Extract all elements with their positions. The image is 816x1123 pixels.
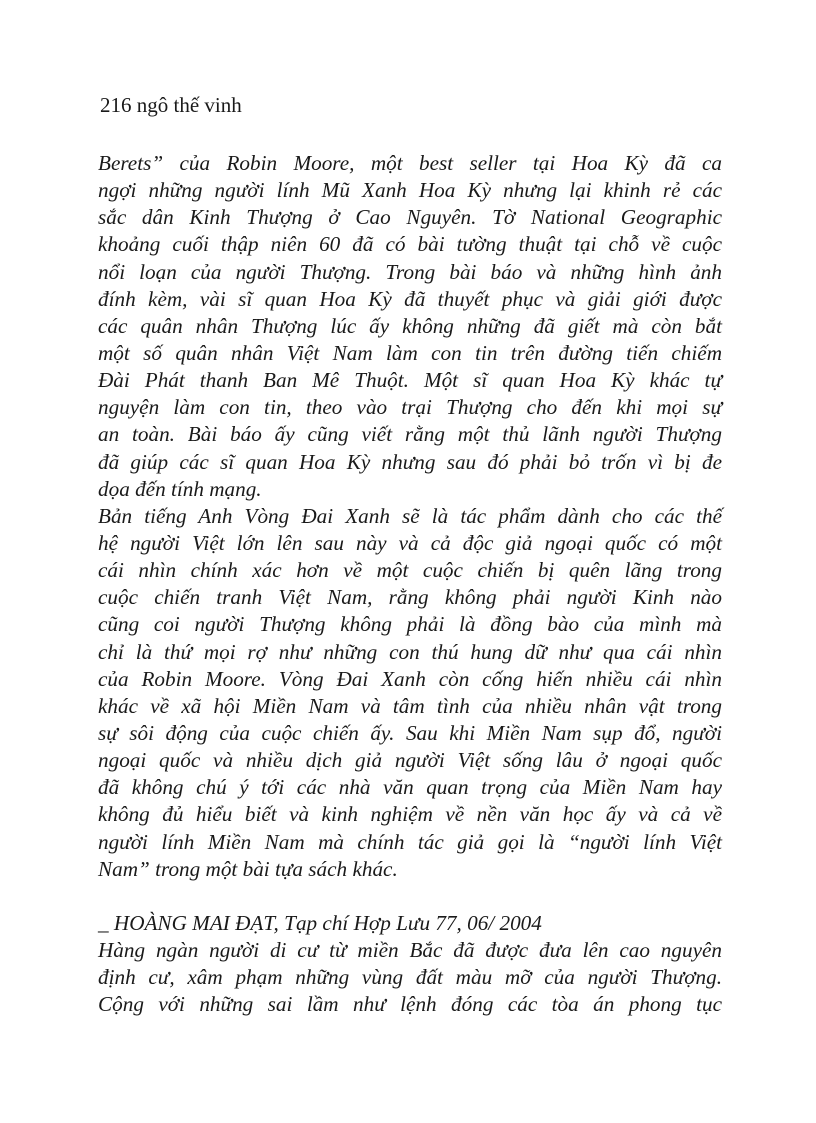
text-line: không đủ hiểu biết và kinh nghiệm về nền văn học ấy và cả về bbox=[98, 802, 722, 827]
text-line: sắc dân Kinh Thượng ở Cao Nguyên. Tờ National Geographic bbox=[98, 205, 722, 230]
text-line: ngoại quốc và nhiều dịch giả người Việt sống lâu ở ngoại quốc bbox=[98, 748, 722, 773]
text-line: Đài Phát thanh Ban Mê Thuột. Một sĩ quan Hoa Kỳ khác tự bbox=[98, 368, 722, 393]
text-line: sự sôi động của cuộc chiến ấy. Sau khi Miền Nam sụp đổ, người bbox=[98, 720, 722, 745]
text-line: của Robin Moore. Vòng Đai Xanh còn cống hiến nhiều cái nhìn bbox=[98, 666, 722, 691]
text-line: một số quân nhân Việt Nam làm con tin trên đường tiến chiếm bbox=[98, 340, 722, 365]
text-line: Bản tiếng Anh Vòng Đai Xanh sẽ là tác phẩm dành cho các thế bbox=[98, 503, 722, 528]
text-line: định cư, xâm phạm những vùng đất màu mỡ của người Thượng. bbox=[98, 965, 722, 990]
text-line: người lính Miền Nam mà chính tác giả gọi là “người lính Việt bbox=[98, 829, 722, 854]
text-line: cũng coi người Thượng không phải là đồng bào của mình mà bbox=[98, 612, 722, 637]
text-line: Cộng với những sai lầm như lệnh đóng các tòa án phong tục bbox=[98, 992, 722, 1017]
attribution-line: _ HOÀNG MAI ĐẠT, Tạp chí Hợp Lưu 77, 06/ 2004 bbox=[98, 910, 542, 935]
text-line: cuộc chiến tranh Việt Nam, rằng không phải người Kinh nào bbox=[98, 585, 722, 610]
text-line: hệ người Việt lớn lên sau này và cả độc giả ngoại quốc có một bbox=[98, 530, 722, 555]
text-line: an toàn. Bài báo ấy cũng viết rằng một thủ lãnh người Thượng bbox=[98, 422, 722, 447]
text-line: các quân nhân Thượng lúc ấy không những đã giết mà còn bắt bbox=[98, 313, 722, 338]
text-line-paragraph-end: Nam” trong một bài tựa sách khác. bbox=[98, 856, 398, 881]
body-text bbox=[98, 150, 722, 1019]
text-line: Hàng ngàn người di cư từ miền Bắc đã được đưa lên cao nguyên bbox=[98, 938, 722, 963]
blank-line bbox=[98, 883, 722, 910]
text-line: đính kèm, vài sĩ quan Hoa Kỳ đã thuyết phục và giải giới được bbox=[98, 286, 722, 311]
text-line: cái nhìn chính xác hơn về một cuộc chiến bị quên lãng trong bbox=[98, 558, 722, 583]
text-line: đã không chú ý tới các nhà văn quan trọng của Miền Nam hay bbox=[98, 775, 722, 800]
text-line: ngợi những người lính Mũ Xanh Hoa Kỳ nhưng lại khinh rẻ các bbox=[98, 178, 722, 203]
text-line: khác về xã hội Miền Nam và tâm tình của nhiều nhân vật trong bbox=[98, 693, 722, 718]
text-line: Berets” của Robin Moore, một best seller tại Hoa Kỳ đã ca bbox=[98, 151, 722, 175]
text-line: đã giúp các sĩ quan Hoa Kỳ nhưng sau đó phải bỏ trốn vì bị đe bbox=[98, 449, 722, 474]
running-header: 216 ngô thế vinh bbox=[100, 93, 242, 117]
text-line-paragraph-end: dọa đến tính mạng. bbox=[98, 476, 262, 501]
text-line: nổi loạn của người Thượng. Trong bài báo và những hình ảnh bbox=[98, 259, 722, 284]
text-line: khoảng cuối thập niên 60 đã có bài tường thuật tại chỗ về cuộc bbox=[98, 232, 722, 257]
text-line: nguyện làm con tin, theo vào trại Thượng cho đến khi mọi sự bbox=[98, 395, 722, 420]
text-line: chỉ là thứ mọi rợ như những con thú hung dữ như qua cái nhìn bbox=[98, 639, 722, 664]
